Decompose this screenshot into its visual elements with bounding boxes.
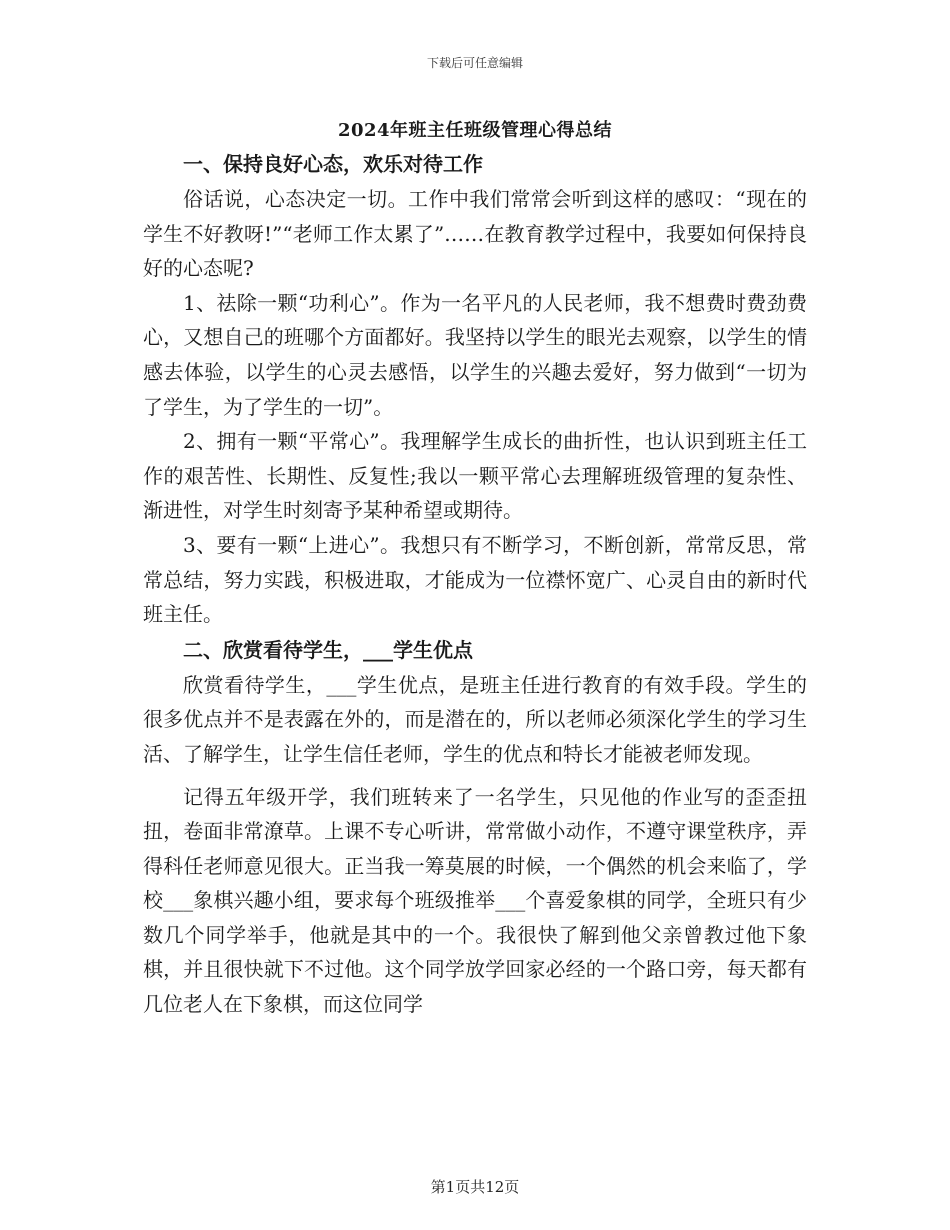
document-body [143, 146, 807, 1022]
paragraph: 1、祛除一颗“功利心”。作为一名平凡的人民老师，我不想费时费劲费心，又想自己的班哪个方面都好。我坚持以学生的眼光去观察，以学生的情感去体验，以学生的心灵去感悟，以学生的兴趣去爱好，努力做到“一切为了学生，为了学生的一切”。 [143, 290, 807, 419]
paragraph-gap [143, 772, 807, 780]
header-note: 下载后可任意编辑 [426, 56, 523, 70]
paragraph: 欣赏看待学生，___学生优点，是班主任进行教育的有效手段。学生的很多优点并不是表露在外的，而是潜在的，所以老师必须深化学生的学习生活、了解学生，让学生信任老师，学生的优点和特长才能被老师发现。 [143, 672, 807, 766]
paragraph: 2、拥有一颗“平常心”。我理解学生成长的曲折性，也认识到班主任工作的艰苦性、长期性、反复性;我以一颗平常心去理解班级管理的复杂性、渐进性，对学生时刻寄予某种希望或期待。 [143, 429, 807, 523]
document-title: 2024年班主任班级管理心得总结 [337, 120, 613, 141]
section-heading: 二、欣赏看待学生，___学生优点 [183, 637, 473, 662]
paragraph: 俗话说，心态决定一切。工作中我们常常会听到这样的感叹：“现在的学生不好教呀!”“老师工作太累了”……在教育教学过程中，我要如何保持良好的心态呢? [143, 187, 807, 281]
section-heading: 一、保持良好心态，欢乐对待工作 [183, 152, 483, 176]
paragraph: 记得五年级开学，我们班转来了一名学生，只见他的作业写的歪歪扭扭，卷面非常潦草。上课不专心听讲，常常做小动作，不遵守课堂秩序，弄得科任老师意见很大。正当我一筹莫展的时候，一个偶然的机会来临了，学校___象棋兴趣小组，要求每个班级推举___个喜爱象棋的同学，全班只有少数几个同学举手，他就是其中的一个。我很快了解到他父亲曾教过他下象棋，并且很快就下不过他。这个同学放学回家必经的一个路口旁，每天都有几位老人在下象棋，而这位同学 [143, 784, 807, 1017]
paragraph: 3、要有一颗“上进心”。我想只有不断学习，不断创新，常常反思，常常总结，努力实践，积极进取，才能成为一位襟怀宽广、心灵自由的新时代班主任。 [143, 532, 807, 627]
page-footer: 第1页共12页 [430, 1178, 520, 1196]
